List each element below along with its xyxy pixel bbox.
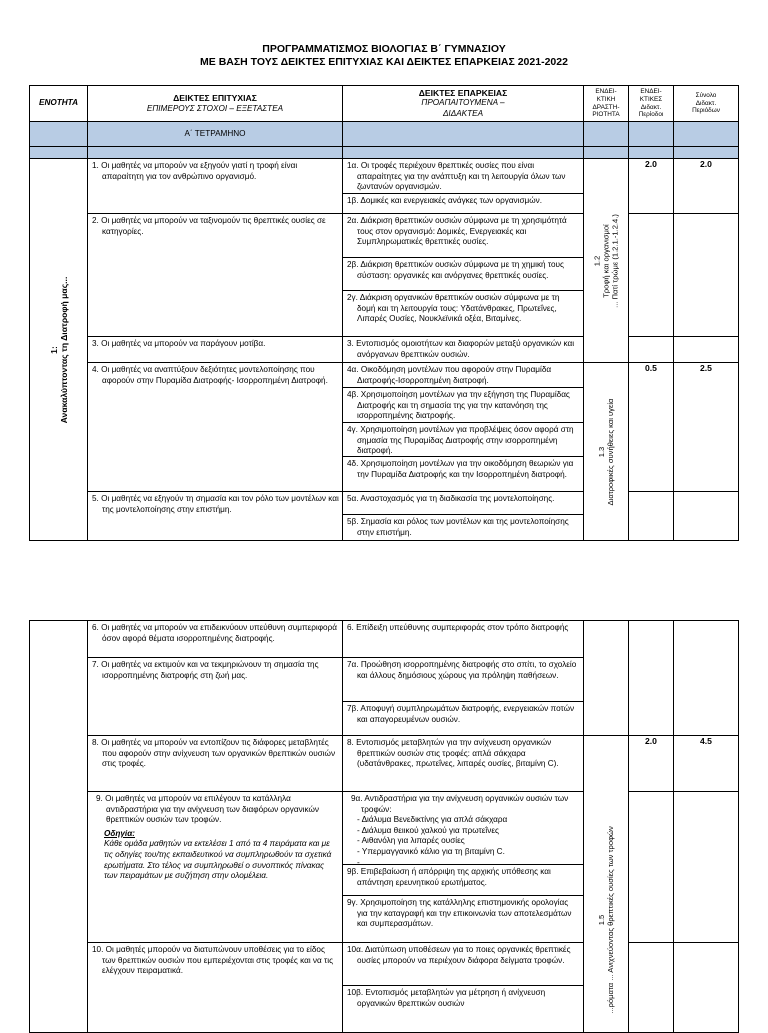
planning-table-2 bbox=[29, 620, 739, 1033]
success-5: 5. Οι μαθητές να εξηγούν τη σημασία και τον ρόλο των μοντέλων και της μοντελοποίησης στην επιστήμη. bbox=[88, 492, 343, 541]
adequacy-9a: 9α. Αντιδραστήρια για την ανίχνευση οργανικών ουσιών των τροφών: - Διάλυμα Βενεδικτίνης για απλά σάκχαρα - Διάλυμα θειικού χαλκού για πρωτεΐνες - Αιθανόλη για λιπαρές ουσίες - Υπερμαγγανικό κάλιο για τη βιταμίνη C. - bbox=[343, 792, 583, 865]
adequacy-2b: 2β. Διάκριση θρεπτικών ουσιών σύμφωνα με τη χημική τους σύσταση: οργανικές και ανόργανες θρεπτικές ουσίες. bbox=[343, 258, 583, 291]
doc-title-line2: ΜΕ ΒΑΣΗ ΤΟΥΣ ΔΕΙΚΤΕΣ ΕΠΙΤΥΧΙΑΣ ΚΑΙ ΔΕΙΚΤΕΣ ΕΠΑΡΚΕΙΑΣ 2021-2022 bbox=[200, 56, 568, 68]
success-8: 8. Οι μαθητές να μπορούν να εντοπίζουν τις διάφορες μεταβλητές που αφορούν στην ανίχνευση των οργανικών θρεπτικών ουσιών στις τροφές. bbox=[88, 736, 343, 792]
adequacy-4b: 4β. Χρησιμοποίηση μοντέλων για την εξήγηση της Πυραμίδας Διατροφής και τη σημασία της για την κατανόηση της ισορροπημένης διατροφής. bbox=[343, 388, 583, 423]
success-10: 10. Οι μαθητές μπορούν να διατυπώνουν υποθέσεις για το είδος των θρεπτικών ουσιών που εμπεριέχονται στις τροφές και να τις ελέγχουν πειραματικά. bbox=[88, 943, 343, 1033]
activity-1-2: 1.2 Τροφή και οργανισμοί ... Πατί τρώμε (1.2.1.-1.2.4.) bbox=[584, 159, 629, 363]
unit-label: 1: Ανακαλύπτοντας τη Διατροφή μας... bbox=[30, 159, 88, 541]
adequacy-10b: 10β. Εντοπισμός μεταβλητών για μέτρηση ή ανίχνευση οργανικών θρεπτικών ουσιών bbox=[347, 988, 546, 1008]
activity-1-3: 1.3 Διατροφικές συνήθειες και υγεία bbox=[584, 363, 629, 541]
col-total-header: Σύνολο Διδακτ. Περιόδων bbox=[674, 86, 739, 122]
col-periods-header: ΕΝΔΕΙ- ΚΤΙΚΕΣ Διδακτ. Περίοδοι bbox=[629, 86, 674, 122]
adequacy-1b: 1β. Δομικές και ενεργειακές ανάγκες των οργανισμών. bbox=[347, 196, 542, 205]
note-title: Οδηγία: bbox=[104, 828, 135, 838]
col-activity-header: ΕΝΔΕΙ- ΚΤΙΚΗ ΔΡΑΣΤΗ- ΡΙΟΤΗΤΑ bbox=[584, 86, 629, 122]
periods-r1: 2.0 bbox=[629, 159, 674, 214]
note-text: Κάθε ομάδα μαθητών να εκτελέσει 1 από τα 4 πειράματα και με τις οδηγίες του/της εκπαιδευτικού να συμπληρωθούν τα σχετικά ερωτήματα. Στο τέλος να συμπληρωθεί ο συνοπτικός πίνακας των πειραμάτων με συζήτηση στην ολομέλεια. bbox=[104, 839, 332, 881]
total-r1: 2.0 bbox=[674, 159, 739, 214]
adequacy-2a: 2α. Διάκριση θρεπτικών ουσιών σύμφωνα με τη χρησιμότητά τους στον οργανισμό: Δομικές, Ενεργειακές και Συμπληρωματικές θρεπτικές ουσίες. bbox=[343, 214, 583, 258]
col-adequacy-header: ΔΕΙΚΤΕΣ ΕΠΑΡΚΕΙΑΣ ΠΡΟΑΠΑΙΤΟΥΜΕΝΑ – ΔΙΔΑΚΤΕΑ bbox=[343, 86, 584, 122]
adequacy-1a: 1α. Οι τροφές περιέχουν θρεπτικές ουσίες που είναι απαραίτητες για την ανάπτυξη και τη λειτουργία όλων των ζωντανών οργανισμών. bbox=[343, 159, 583, 194]
adequacy-10a: 10α. Διατύπωση υποθέσεων για το ποιες οργανικές θρεπτικές ουσίες μπορούν να περιέχουν διάφορα δείγματα τροφών. bbox=[343, 943, 583, 986]
success-9: 9. Οι μαθητές να μπορούν να επιλέγουν τα κατάλληλα αντιδραστήρια για την ανίχνευση των διαφόρων οργανικών θρεπτικών ουσιών των τροφών. Οδηγία: Κάθε ομάδα μαθητών να εκτελέσει 1 από τα 4 πειράματα και με τις οδηγίες του/της εκπαιδευτικού να συμπληρωθούν τα σχετικά ερωτήματα. Στο τέλος να συμπληρωθεί ο συνοπτικός πίνακας των πειραμάτων με συζήτηση στην ολομέλεια. bbox=[88, 792, 343, 943]
adequacy-4c: 4γ. Χρησιμοποίηση μοντέλων για προβλέψεις όσον αφορά στη σημασία της Πυραμίδας Διατροφής στην ισορροπημένη διατροφή. bbox=[343, 423, 583, 457]
doc-title-line1: ΠΡΟΓΡΑΜΜΑΤΙΣΜΟΣ ΒΙΟΛΟΓΙΑΣ Β΄ ΓΥΜΝΑΣΙΟΥ bbox=[262, 43, 506, 55]
success-3: 3. Οι μαθητές να μπορούν να παράγουν μοτίβα. bbox=[88, 337, 343, 363]
success-1: 1. Οι μαθητές να μπορούν να εξηγούν γιατί η τροφή είναι απαραίτητη για τον ανθρώπινο οργανισμό. bbox=[88, 159, 343, 214]
success-7: 7. Οι μαθητές να εκτιμούν και να τεκμηριώνουν τη σημασία της ισορροπημένης διατροφής στη ζωή μας. bbox=[88, 658, 343, 736]
periods-r8: 2.0 bbox=[629, 736, 674, 792]
adequacy-4a: 4α. Οικοδόμηση μοντέλων που αφορούν στην Πυραμίδα Διατροφής-Ισορροπημένη διατροφή. bbox=[343, 363, 583, 388]
col-unit-header: ΕΝΟΤΗΤΑ bbox=[30, 86, 88, 122]
adequacy-7a: 7α. Προώθηση ισορροπημένης διατροφής στο σπίτι, το σχολείο και άλλους δημόσιους χώρους για πρόληψη παθήσεων. bbox=[343, 658, 583, 702]
activity-1-5: 1.5 ...ρόματα ... Ανιχνεύοντας θρεπτικές ουσίες των τροφών bbox=[584, 736, 629, 1033]
success-4: 4. Οι μαθητές να αναπτύξουν δεξιότητες μοντελοποίησης που αφορούν στην Πυραμίδα Διατροφής- Ισορροπημένη Διατροφή. bbox=[88, 363, 343, 492]
adequacy-9b: 9β. Επιβεβαίωση ή απόρριψη της αρχικής υπόθεσης και απάντηση ερευνητικού ερωτήματος. bbox=[343, 865, 583, 896]
adequacy-9c: 9γ. Χρησιμοποίηση της κατάλληλης επιστημονικής ορολογίας για την καταγραφή και την επικοινωνία των αποτελεσμάτων και συμπερασμάτων. bbox=[347, 898, 572, 929]
periods-r4: 0.5 bbox=[629, 363, 674, 492]
col-success-header: ΔΕΙΚΤΕΣ ΕΠΙΤΥΧΙΑΣ ΕΠΙΜΕΡΟΥΣ ΣΤΟΧΟΙ – ΕΞΕΤΑΣΤΕΑ bbox=[88, 86, 343, 122]
success-6: 6. Οι μαθητές να μπορούν να επιδεικνύουν υπεύθυνη συμπεριφορά όσον αφορά θέματα ισορροπημένης διατροφής. bbox=[88, 621, 343, 658]
adequacy-3: 3. Εντοπισμός ομοιοτήτων και διαφορών μεταξύ οργανικών και ανόργανων θρεπτικών ουσιών. bbox=[343, 337, 584, 363]
adequacy-7b: 7β. Αποφυγή συμπληρωμάτων διατροφής, ενεργειακών ποτών και απαγορευμένων ουσιών. bbox=[347, 704, 575, 724]
total-r4: 2.5 bbox=[674, 363, 739, 492]
adequacy-4d: 4δ. Χρησιμοποίηση μοντέλων για την οικοδόμηση θεωριών για την Πυραμίδα Διατροφής και την Ισορροπημένη διατροφή. bbox=[347, 459, 574, 479]
adequacy-2c: 2γ. Διάκριση οργανικών θρεπτικών ουσιών σύμφωνα με τη δομή και τη λειτουργία τους: Υδατάνθρακες, Πρωτεΐνες, Λιπαρές Ουσίες, Νουκλεϊνικά οξέα, Βιταμίνες. bbox=[347, 293, 560, 324]
adequacy-8: 8. Εντοπισμός μεταβλητών για την ανίχνευση οργανικών θρεπτικών ουσιών στις τροφές: απλά σάκχαρα (υδατάνθρακες, πρωτεΐνες, λιπαρές ουσίες, βιταμίνη C). bbox=[343, 736, 584, 792]
adequacy-6: 6. Επίδειξη υπεύθυνης συμπεριφοράς στον τρόπο διατροφής bbox=[343, 621, 584, 658]
adequacy-5b: 5β. Σημασία και ρόλος των μοντέλων και της μοντελοποίησης στην επιστήμη. bbox=[347, 517, 569, 537]
planning-table-1 bbox=[29, 85, 739, 541]
total-r8: 4.5 bbox=[674, 736, 739, 792]
term-label: Α΄ ΤΕΤΡΑΜΗΝΟ bbox=[88, 122, 343, 147]
success-2: 2. Οι μαθητές να μπορούν να ταξινομούν τις θρεπτικές ουσίες σε κατηγορίες. bbox=[88, 214, 343, 337]
adequacy-5a: 5α. Αναστοχασμός για τη διαδικασία της μοντελοποίησης. bbox=[343, 492, 583, 515]
